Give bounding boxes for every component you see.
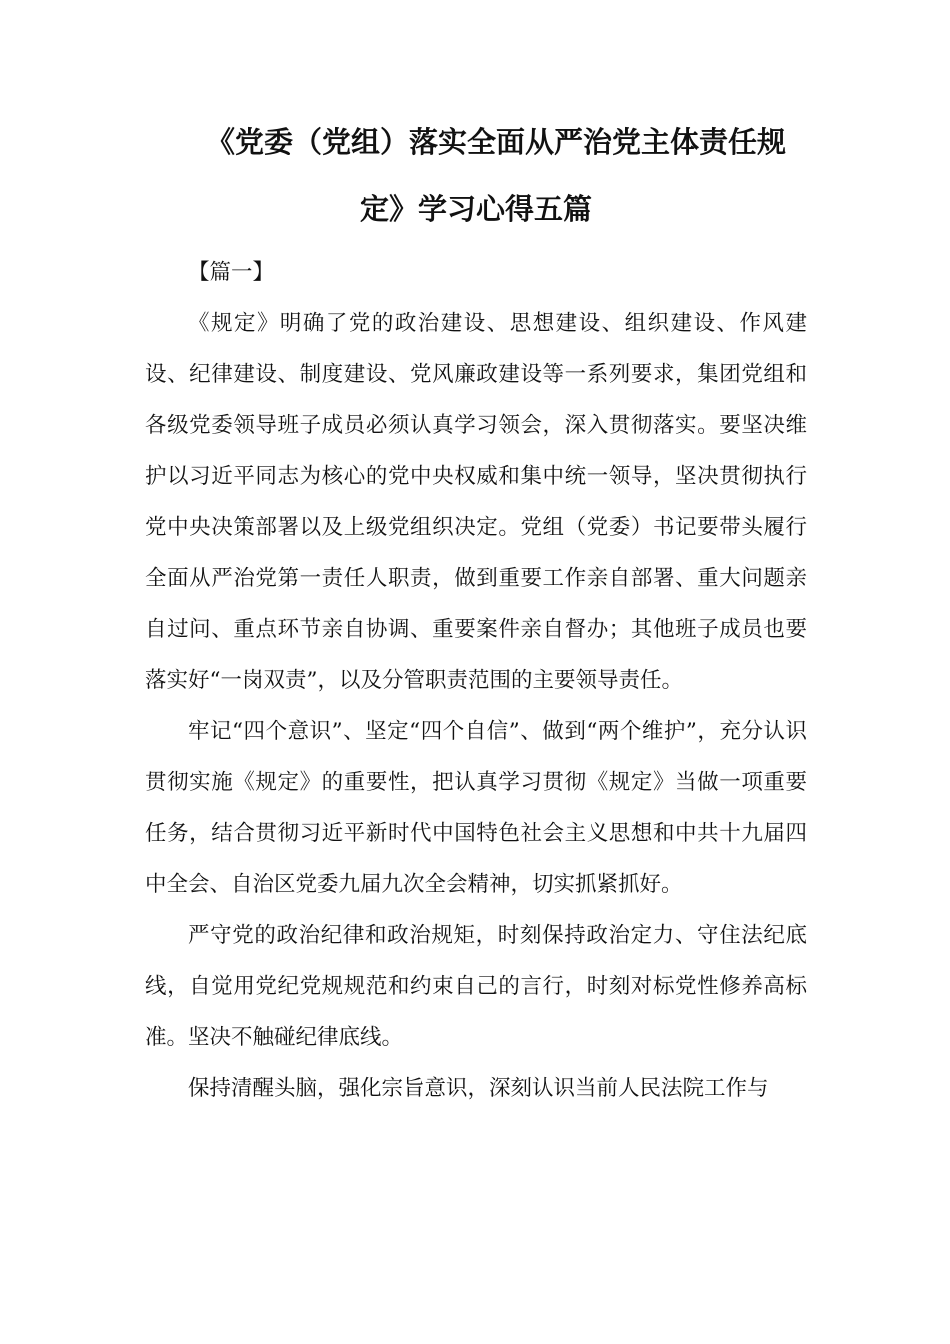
paragraph-2: 牢记“四个意识”、坚定“四个自信”、做到“两个维护”，充分认识贯彻实施《规定》的重要性，把认真学习贯彻《规定》当做一项重要任务，结合贯彻习近平新时代中国特色社会主义思想和中共十九届四中全会、自治区党委九届九次全会精神，切实抓紧抓好。 — [145, 719, 807, 897]
section-label: 【篇一】 — [188, 260, 275, 285]
document-title-line-2: 定》学习心得五篇 — [359, 192, 592, 226]
document-body — [145, 247, 807, 1114]
paragraph-1: 《规定》明确了党的政治建设、思想建设、组织建设、作风建设、纪律建设、制度建设、党风廉政建设等一系列要求，集团党组和各级党委领导班子成员必须认真学习领会，深入贯彻落实。要坚决维护以习近平同志为核心的党中央权威和集中统一领导，坚决贯彻执行党中央决策部署以及上级党组织决定。党组（党委）书记要带头履行全面从严治党第一责任人职责，做到重要工作亲自部署、重大问题亲自过问、重点环节亲自协调、重要案件亲自督办；其他班子成员也要落实好“一岗双责”，以及分管职责范围的主要领导责任。 — [145, 311, 807, 693]
paragraph-4: 保持清醒头脑，强化宗旨意识，深刻认识当前人民法院工作与 — [188, 1076, 769, 1101]
document-title-line-1: 《党委（党组）落实全面从严治党主体责任规 — [205, 125, 786, 159]
paragraph-3: 严守党的政治纪律和政治规矩，时刻保持政治定力、守住法纪底线，自觉用党纪党规规范和约束自己的言行，时刻对标党性修养高标准。坚决不触碰纪律底线。 — [145, 923, 807, 1050]
